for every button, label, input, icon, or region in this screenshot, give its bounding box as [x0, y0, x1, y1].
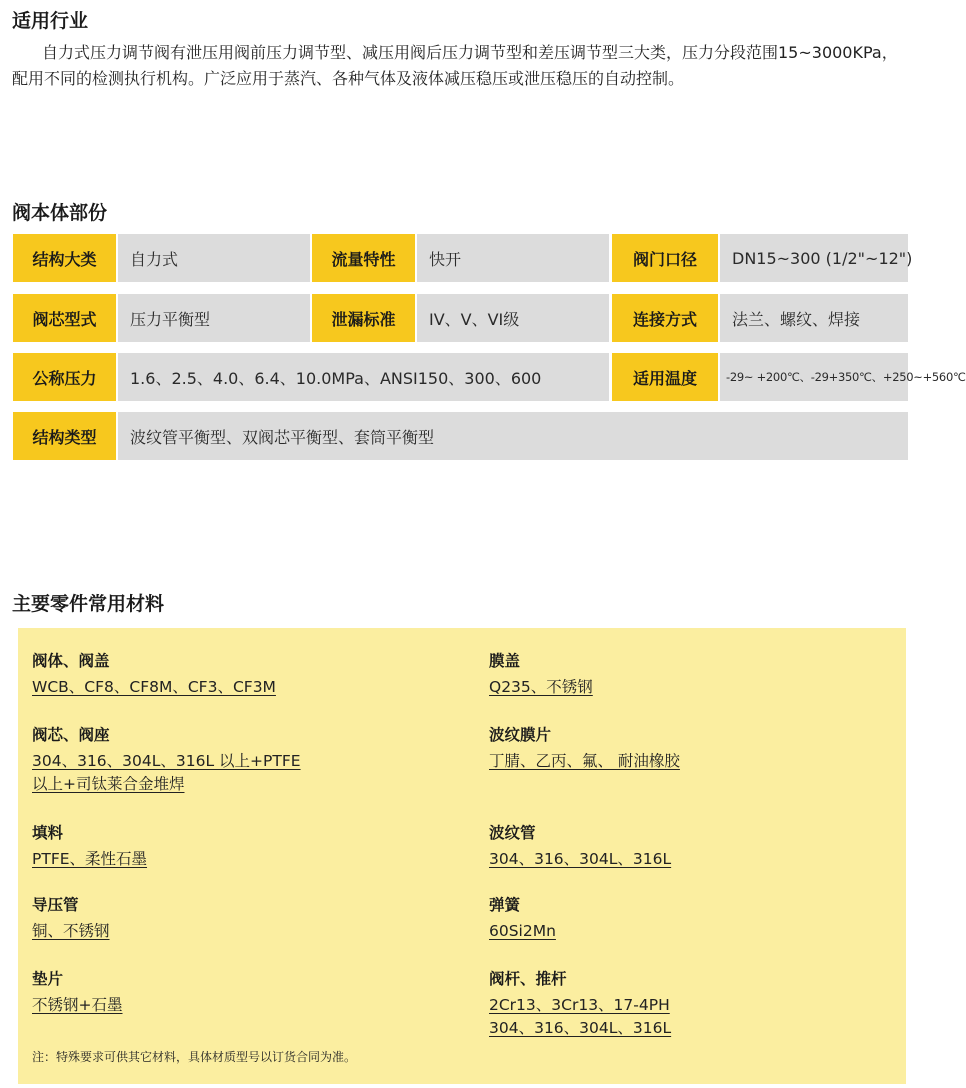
- spec-value-nominal-pressure: 1.6、2.5、4.0、6.4、10.0MPa、ANSI150、300、600: [118, 353, 609, 401]
- material-item: [32, 894, 110, 943]
- material-item: [32, 724, 301, 796]
- material-spec: 丁腈、乙丙、氟、 耐油橡胶: [489, 752, 680, 770]
- spec-value-structure-type: 波纹管平衡型、双阀芯平衡型、套筒平衡型: [118, 412, 908, 460]
- material-name: 阀体、阀盖: [32, 652, 110, 670]
- industry-text: 自力式压力调节阀有泄压用阀前压力调节型、减压用阀后压力调节型和差压调节型三大类，压力分段范围15~3000KPa，配用不同的检测执行机构。广泛应用于蒸汽、各种气体及液体减压稳压或泄压稳压的自动控制。: [12, 43, 898, 88]
- spec-label-nominal-pressure: 公称压力: [13, 353, 116, 401]
- material-name: 膜盖: [489, 652, 521, 670]
- material-name: 弹簧: [489, 896, 521, 914]
- industry-description: [12, 40, 902, 92]
- material-item: [489, 650, 593, 699]
- materials-panel: [18, 628, 906, 1084]
- materials-note: 注：特殊要求可供其它材料，具体材质型号以订货合同为准。: [32, 1050, 357, 1064]
- material-item: [489, 894, 556, 943]
- spec-value-connection: 法兰、螺纹、焊接: [720, 294, 908, 342]
- spec-label-connection: 连接方式: [612, 294, 718, 342]
- material-item: [32, 822, 147, 871]
- spec-value-leakage-class: IV、V、VI级: [417, 294, 609, 342]
- material-item: [489, 822, 671, 871]
- material-spec: Q235、不锈钢: [489, 678, 593, 696]
- material-item: [32, 650, 276, 699]
- material-name: 填料: [32, 824, 64, 842]
- spec-label-valve-size: 阀门口径: [612, 234, 718, 282]
- spec-label-temperature: 适用温度: [612, 353, 718, 401]
- industry-title: 适用行业: [12, 10, 89, 32]
- spec-label-structure-class: 结构大类: [13, 234, 116, 282]
- material-name: 阀芯、阀座: [32, 726, 110, 744]
- spec-value-structure-class: 自力式: [118, 234, 310, 282]
- material-name: 波纹膜片: [489, 726, 552, 744]
- material-spec: PTFE、柔性石墨: [32, 850, 148, 868]
- spec-label-leakage-class: 泄漏标准: [312, 294, 415, 342]
- material-spec: 304、316、304L、316L: [489, 850, 672, 868]
- valve-body-title: 阀本体部份: [12, 202, 108, 224]
- spec-label-structure-type: 结构类型: [13, 412, 116, 460]
- material-item: [32, 968, 123, 1017]
- material-spec: WCB、CF8、CF8M、CF3、CF3M: [32, 678, 276, 696]
- material-item: [489, 968, 671, 1040]
- material-name: 阀杆、推杆: [489, 970, 567, 988]
- spec-label-plug-type: 阀芯型式: [13, 294, 116, 342]
- material-spec: 铜、不锈钢: [32, 922, 110, 940]
- spec-value-flow-characteristic: 快开: [417, 234, 609, 282]
- material-spec: 2Cr13、3Cr13、17-4PH: [489, 996, 670, 1014]
- spec-value-plug-type: 压力平衡型: [118, 294, 310, 342]
- material-item: [489, 724, 680, 773]
- material-spec: 304、316、304L、316L: [489, 1019, 672, 1037]
- spec-value-temperature: -29~ +200℃、-29+350℃、+250~+560℃: [720, 353, 908, 401]
- material-name: 波纹管: [489, 824, 536, 842]
- spec-value-valve-size: DN15~300 (1/2"~12"): [720, 234, 908, 282]
- material-spec: 不锈钢+石墨: [32, 996, 123, 1014]
- material-name: 垫片: [32, 970, 64, 988]
- material-spec: 以上+司钛莱合金堆焊: [32, 775, 185, 793]
- material-spec: 304、316、304L、316L 以上+PTFE: [32, 752, 301, 770]
- material-name: 导压管: [32, 896, 79, 914]
- spec-label-flow-characteristic: 流量特性: [312, 234, 415, 282]
- material-spec: 60Si2Mn: [489, 922, 556, 940]
- materials-title: 主要零件常用材料: [12, 593, 165, 615]
